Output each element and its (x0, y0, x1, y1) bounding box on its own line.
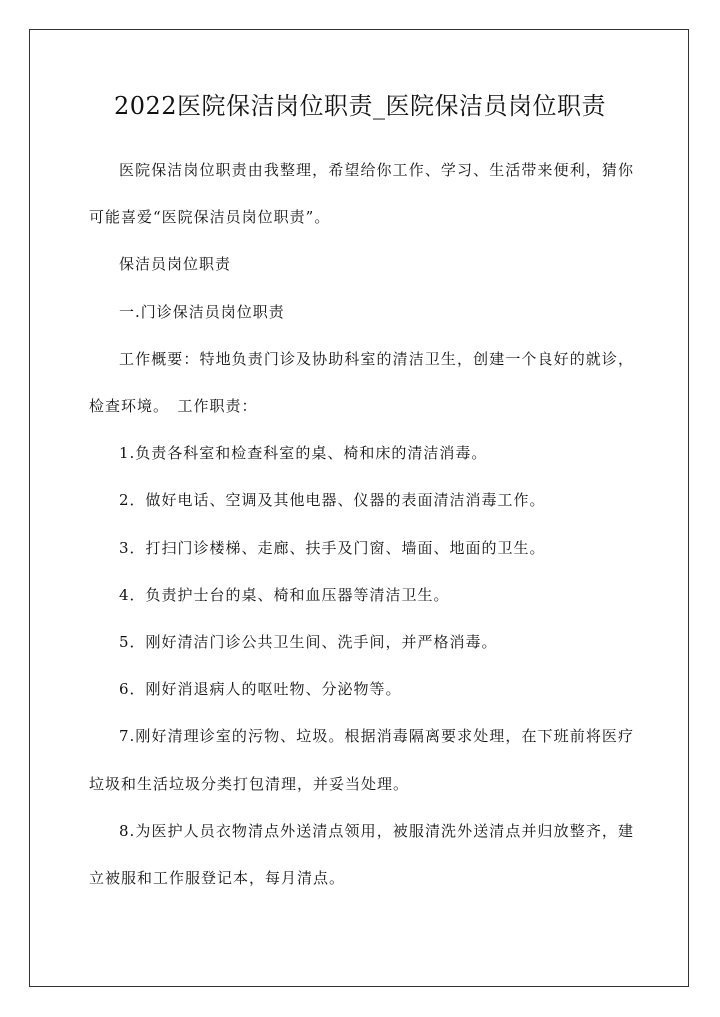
duty-item-8: 8.为医护人员衣物清点外送清点领用，被服清洗外送清点并归放整齐，建立被服和工作服登记本，每月清点。 (89, 821, 634, 888)
intro-paragraph: 医院保洁岗位职责由我整理，希望给你工作、学习、生活带来便利，猜你可能喜爱“医院保洁员岗位职责”。 (89, 161, 634, 227)
section-heading: 保洁员岗位职责 (119, 255, 232, 274)
job-overview-paragraph: 工作概要：特地负责门诊及协助科室的清洁卫生，创建一个良好的就诊，检查环境。 工作职责： (89, 349, 634, 416)
duty-item-2: 2．做好电话、空调及其他电器、仪器的表面清洁消毒工作。 (119, 491, 546, 510)
duty-item-5: 5．刚好清洁门诊公共卫生间、洗手间，并严格消毒。 (119, 633, 498, 652)
duty-item-7: 7.刚好清理诊室的污物、垃圾。根据消毒隔离要求处理，在下班前将医疗垃圾和生活垃圾分类打包清理，并妥当处理。 (89, 727, 634, 793)
document-body (89, 147, 634, 902)
duty-item-4: 4．负责护士台的桌、椅和血压器等清洁卫生。 (119, 585, 450, 604)
duty-item-6: 6．刚好消退病人的呕吐物、分泌物等。 (119, 680, 402, 699)
subsection-heading: 一.门诊保洁员岗位职责 (119, 302, 285, 321)
duty-item-3: 3．打扫门诊楼梯、走廊、扶手及门窗、墙面、地面的卫生。 (119, 538, 546, 557)
document-title: 2022医院保洁岗位职责_医院保洁员岗位职责 (113, 92, 607, 120)
duty-item-1: 1.负责各科室和检查科室的桌、椅和床的清洁消毒。 (119, 444, 488, 463)
